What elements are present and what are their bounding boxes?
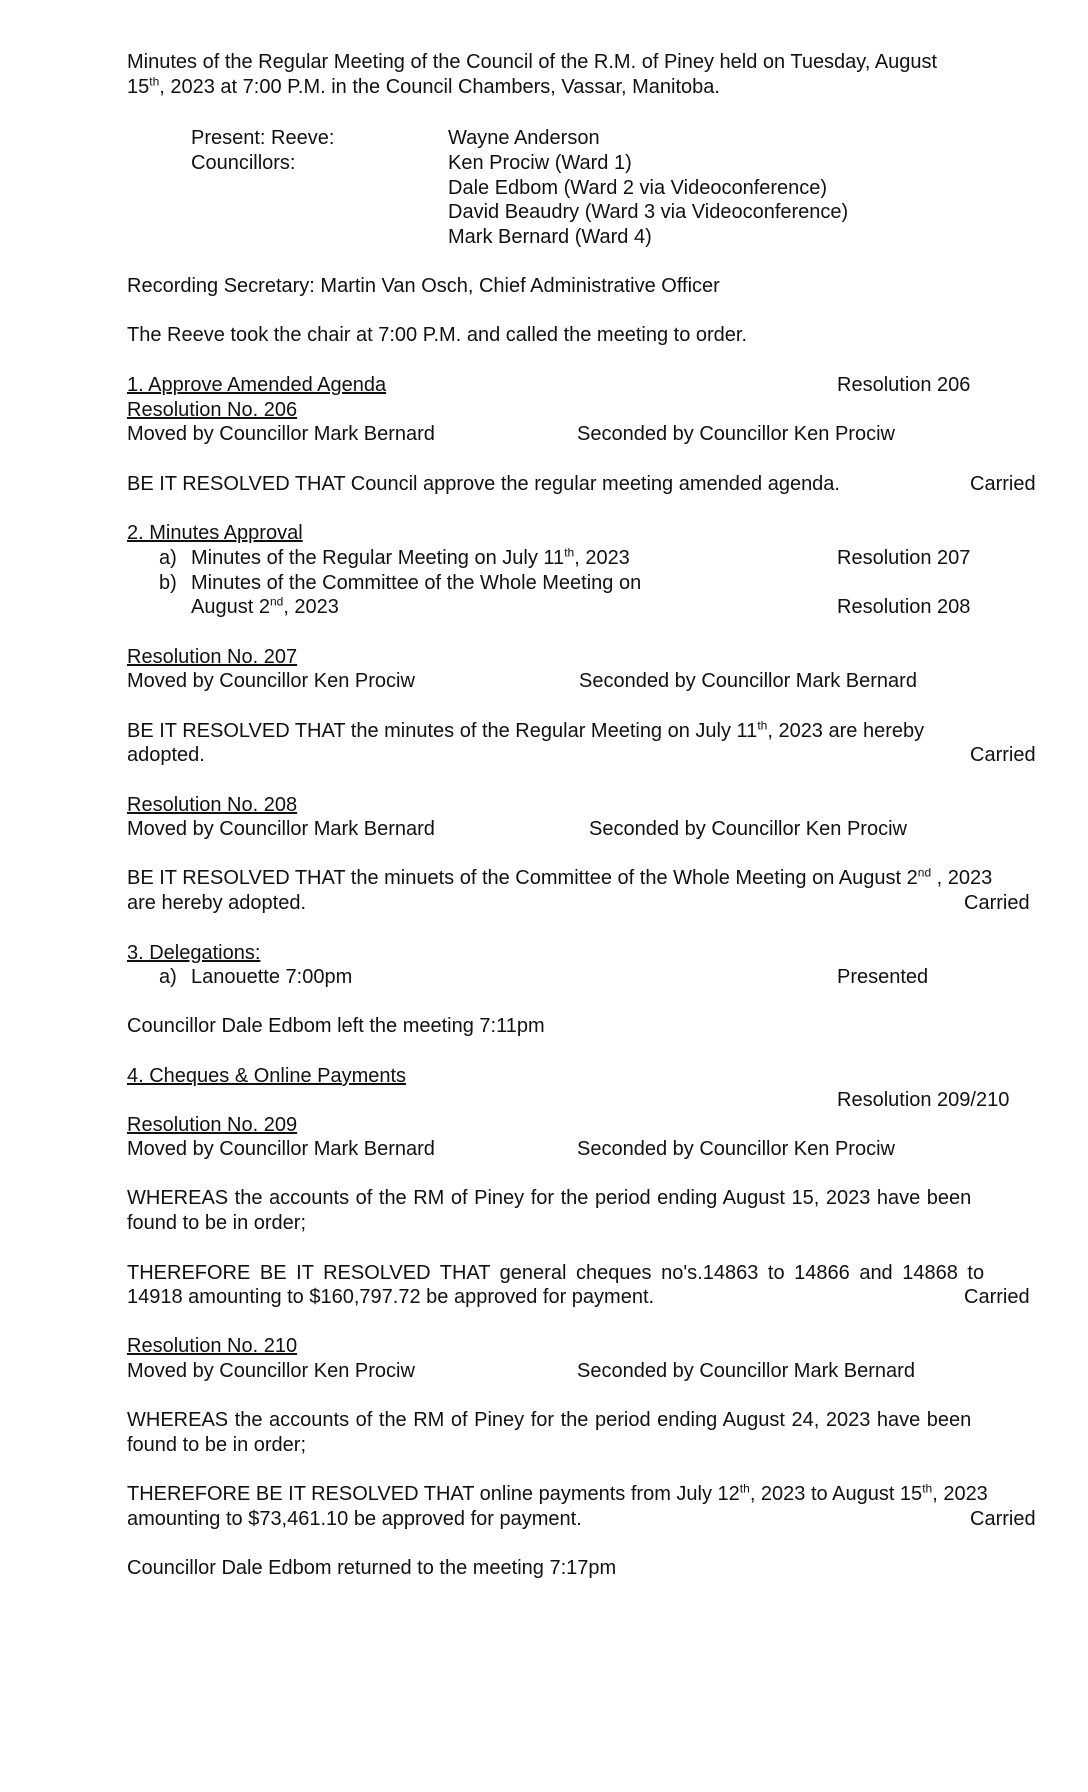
- resolution-210-whereas-line-2: found to be in order;: [127, 1434, 307, 1456]
- resolution-206-number: Resolution No. 206: [127, 399, 298, 421]
- resolution-208-suffix: nd: [917, 865, 932, 880]
- header-line-1: Minutes of the Regular Meeting of the Council of the R.M. of Piney held on Tuesday, August: [127, 51, 938, 73]
- councillors-label: Councillors:: [191, 152, 296, 174]
- section-4-resolution-ref: Resolution 209/210: [837, 1089, 1010, 1111]
- resolution-208-text-line-1: [127, 866, 992, 890]
- resolution-209-therefore-line-1: THEREFORE BE IT RESOLVED THAT general cheques no's.14863 to 14866 and 14868 to: [127, 1262, 985, 1284]
- resolution-210-suffix-1: th: [739, 1481, 750, 1496]
- resolution-210-number: Resolution No. 210: [127, 1335, 298, 1357]
- councillor-returned-note: Councillor Dale Edbom returned to the meeting 7:17pm: [127, 1557, 617, 1579]
- resolution-209-status: Carried: [964, 1286, 1030, 1308]
- item-b-text-line-2: [191, 595, 339, 619]
- item-a-label: a): [159, 547, 177, 569]
- item-a-text-year: , 2023: [574, 547, 630, 569]
- section-3-heading: 3. Delegations:: [127, 942, 261, 964]
- resolution-207-text-rest: , 2023 are hereby: [767, 720, 925, 742]
- resolution-209-number: Resolution No. 209: [127, 1114, 298, 1136]
- delegation-a-label: a): [159, 966, 177, 988]
- resolution-207-text-line-2: adopted.: [127, 744, 205, 766]
- resolution-207-status: Carried: [970, 744, 1036, 766]
- item-b-suffix: nd: [269, 594, 284, 609]
- resolution-210-status: Carried: [970, 1508, 1036, 1530]
- resolution-210-therefore-part-3: , 2023: [932, 1483, 988, 1505]
- item-b-text-line-1: Minutes of the Committee of the Whole Meeting on: [191, 572, 642, 594]
- call-to-order: The Reeve took the chair at 7:00 P.M. and called the meeting to order.: [127, 324, 748, 346]
- resolution-207-moved: Moved by Councillor Ken Prociw: [127, 670, 415, 692]
- header-date-rest: , 2023 at 7:00 P.M. in the Council Chambers, Vassar, Manitoba.: [159, 76, 720, 98]
- resolution-209-seconded: Seconded by Councillor Ken Prociw: [577, 1138, 895, 1160]
- header-line-2: [127, 75, 720, 99]
- resolution-208-status: Carried: [964, 892, 1030, 914]
- resolution-208-number: Resolution No. 208: [127, 794, 298, 816]
- recording-secretary: Recording Secretary: Martin Van Osch, Chief Administrative Officer: [127, 275, 720, 297]
- resolution-210-suffix-2: th: [922, 1481, 933, 1496]
- item-b-label: b): [159, 572, 177, 594]
- resolution-207-seconded: Seconded by Councillor Mark Bernard: [579, 670, 917, 692]
- item-a-text: [191, 546, 630, 570]
- section-4-heading: 4. Cheques & Online Payments: [127, 1065, 407, 1087]
- resolution-210-therefore-line-2: amounting to $73,461.10 be approved for payment.: [127, 1508, 582, 1530]
- resolution-208-text-line-2: are hereby adopted.: [127, 892, 307, 914]
- resolution-209-therefore-line-2: 14918 amounting to $160,797.72 be approved for payment.: [127, 1286, 655, 1308]
- reeve-name: Wayne Anderson: [448, 127, 600, 149]
- resolution-207-number: Resolution No. 207: [127, 646, 298, 668]
- section-1-heading: 1. Approve Amended Agenda: [127, 374, 387, 396]
- councillor-item: Ken Prociw (Ward 1): [448, 152, 632, 174]
- resolution-207-text-main: BE IT RESOLVED THAT the minutes of the Regular Meeting on July 11: [127, 720, 758, 742]
- section-1-resolution-ref: Resolution 206: [837, 374, 971, 396]
- delegation-a-status: Presented: [837, 966, 929, 988]
- item-a-suffix: th: [564, 545, 575, 560]
- item-a-resolution-ref: Resolution 207: [837, 547, 971, 569]
- councillor-item: David Beaudry (Ward 3 via Videoconference): [448, 201, 849, 223]
- resolution-206-status: Carried: [970, 473, 1036, 495]
- resolution-210-whereas-line-1: WHEREAS the accounts of the RM of Piney for the period ending August 24, 2023 have been: [127, 1409, 972, 1431]
- resolution-208-seconded: Seconded by Councillor Ken Prociw: [589, 818, 907, 840]
- resolution-207-text-line-1: [127, 719, 924, 743]
- resolution-206-seconded: Seconded by Councillor Ken Prociw: [577, 423, 895, 445]
- header-date-day: 15: [127, 76, 150, 98]
- item-b-text-main: August 2: [191, 596, 270, 618]
- councillor-item: Mark Bernard (Ward 4): [448, 226, 652, 248]
- resolution-206-text: BE IT RESOLVED THAT Council approve the regular meeting amended agenda.: [127, 473, 840, 495]
- resolution-210-moved: Moved by Councillor Ken Prociw: [127, 1360, 415, 1382]
- resolution-209-moved: Moved by Councillor Mark Bernard: [127, 1138, 435, 1160]
- resolution-210-seconded: Seconded by Councillor Mark Bernard: [577, 1360, 915, 1382]
- resolution-208-text-rest: , 2023: [931, 867, 993, 889]
- reeve-label: Present: Reeve:: [191, 127, 335, 149]
- delegation-a-text: Lanouette 7:00pm: [191, 966, 353, 988]
- resolution-210-therefore-part-2: , 2023 to August 15: [749, 1483, 923, 1505]
- councillor-left-note: Councillor Dale Edbom left the meeting 7:11pm: [127, 1015, 545, 1037]
- resolution-207-suffix: th: [757, 718, 768, 733]
- resolution-209-whereas-line-1: WHEREAS the accounts of the RM of Piney for the period ending August 15, 2023 have been: [127, 1187, 972, 1209]
- resolution-210-therefore-part-1: THEREFORE BE IT RESOLVED THAT online payments from July 12: [127, 1483, 740, 1505]
- item-b-text-year: , 2023: [283, 596, 339, 618]
- item-a-text-main: Minutes of the Regular Meeting on July 11: [191, 547, 565, 569]
- resolution-210-therefore-line-1: [127, 1482, 988, 1506]
- header-date-suffix: th: [149, 74, 160, 89]
- resolution-208-text-main: BE IT RESOLVED THAT the minuets of the Committee of the Whole Meeting on August 2: [127, 867, 918, 889]
- resolution-206-moved: Moved by Councillor Mark Bernard: [127, 423, 435, 445]
- section-2-heading: 2. Minutes Approval: [127, 522, 303, 544]
- resolution-208-moved: Moved by Councillor Mark Bernard: [127, 818, 435, 840]
- resolution-209-whereas-line-2: found to be in order;: [127, 1212, 307, 1234]
- councillor-item: Dale Edbom (Ward 2 via Videoconference): [448, 177, 828, 199]
- item-b-resolution-ref: Resolution 208: [837, 596, 971, 618]
